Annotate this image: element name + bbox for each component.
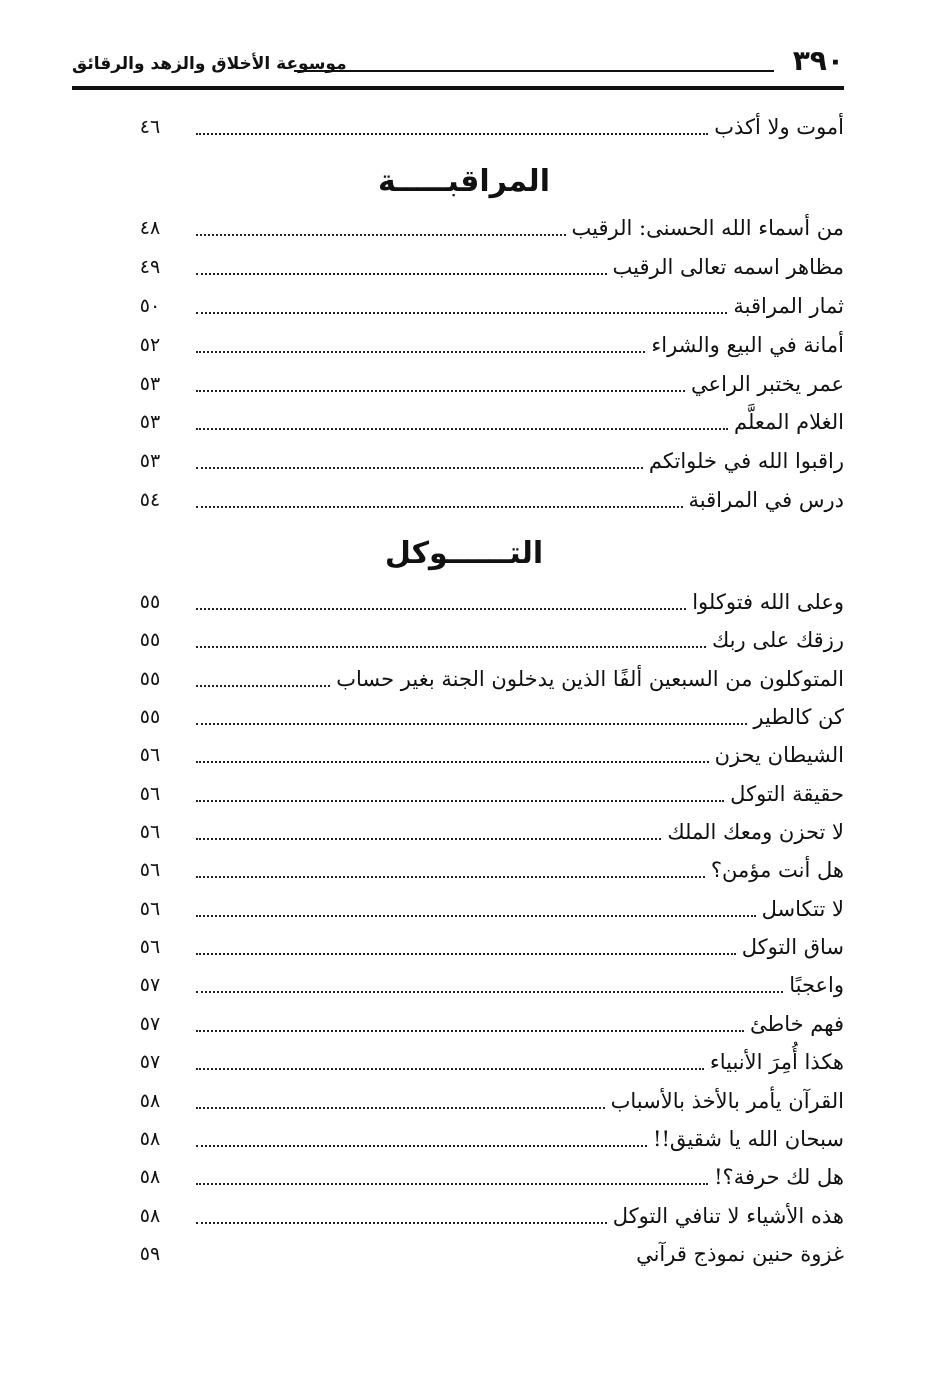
toc-entry-page: ٥٤ (139, 489, 161, 511)
toc-entry (130, 699, 844, 731)
toc-entry-label: لا تتكاسل (761, 897, 844, 921)
toc-entry-page: ٥٠ (139, 295, 161, 317)
toc-entry-label: القرآن يأمر بالأخذ بالأسباب (610, 1089, 844, 1113)
toc-entry-page: ٥٧ (139, 1051, 161, 1073)
section-heading-tawakkul: التــــــوكل (384, 536, 544, 571)
dot-leader (196, 234, 566, 236)
toc-entry (130, 661, 844, 693)
toc-entry-label: أموت ولا أكذب (714, 115, 844, 139)
toc-entry (130, 109, 844, 141)
toc-entry-page: ٥٨ (139, 1128, 161, 1150)
toc-entry-label: الشيطان يحزن (714, 743, 844, 767)
dot-leader (196, 685, 330, 687)
toc-entry (130, 366, 844, 398)
toc-entry (130, 1006, 844, 1038)
dot-leader (196, 761, 709, 763)
dot-leader (196, 428, 728, 430)
toc-entry (130, 929, 844, 961)
toc-entry-label: عمر يختبر الراعي (691, 372, 844, 396)
toc-entry (130, 482, 844, 514)
toc-entry (130, 443, 844, 475)
toc-entry-label: المتوكلون من السبعين ألفًا الذين يدخلون الجنة بغير حساب (336, 667, 844, 691)
dot-leader (196, 876, 705, 878)
dot-leader (196, 1107, 605, 1109)
dot-leader (196, 953, 736, 955)
toc-entry-label: درس في المراقبة (688, 488, 844, 512)
toc-entry-page: ٥٦ (139, 744, 161, 766)
toc-entry-page: ٥٦ (139, 936, 161, 958)
toc-entry (130, 1083, 844, 1115)
toc-entry-label: واعجبًا (789, 973, 844, 997)
toc-entry (130, 737, 844, 769)
toc-entry-label: راقبوا الله في خلواتكم (648, 449, 844, 473)
toc-entry (130, 288, 844, 320)
section-heading-muraqaba: المراقبـــــة (378, 164, 550, 199)
dot-leader (196, 1222, 607, 1224)
toc-entry-page: ٤٨ (139, 217, 161, 239)
dot-leader (196, 1068, 704, 1070)
dot-leader (196, 608, 686, 610)
toc-entry-page: ٤٦ (139, 116, 161, 138)
dot-leader (196, 312, 727, 314)
toc-entry-page: ٥٦ (139, 898, 161, 920)
dot-leader (196, 991, 783, 993)
toc-entry-label: رزقك على ربك (711, 628, 844, 652)
toc-entry-label: كن كالطير (753, 705, 844, 729)
page-number: ٣٩٠ (792, 44, 844, 77)
toc-entry-page: ٥٥ (139, 629, 161, 651)
toc-entry (130, 1198, 844, 1230)
toc-entry-label: لا تحزن ومعك الملك (667, 820, 844, 844)
toc-entry-label: مظاهر اسمه تعالى الرقيب (612, 255, 844, 279)
toc-entry (130, 622, 844, 654)
toc-entry-label: ثمار المراقبة (733, 294, 844, 318)
toc-entry-page: ٥٦ (139, 821, 161, 843)
toc-entry-label: وعلى الله فتوكلوا (692, 590, 844, 614)
toc-entry-label: من أسماء الله الحسنى: الرقيب (571, 216, 844, 240)
toc-entry (130, 249, 844, 281)
dot-leader (196, 390, 685, 392)
toc-entry-page: ٥٧ (139, 974, 161, 996)
toc-entry (130, 404, 844, 436)
toc-entry-page: ٥٩ (139, 1243, 161, 1265)
toc-entry-page: ٥٥ (139, 591, 161, 613)
dot-leader (196, 723, 747, 725)
dot-leader (196, 838, 661, 840)
dot-leader (196, 133, 708, 135)
toc-entry-label: فهم خاطئ (750, 1012, 844, 1036)
dot-leader (196, 467, 643, 469)
toc-entry-label: ساق التوكل (741, 935, 844, 959)
toc-entry (130, 776, 844, 808)
toc-entry (130, 327, 844, 359)
toc-entry (130, 1044, 844, 1076)
toc-entry (130, 1121, 844, 1153)
toc-entry (130, 967, 844, 999)
toc-entry-page: ٥٧ (139, 1013, 161, 1035)
toc-entry-label: الغلام المعلَّم (733, 410, 844, 434)
dot-leader (196, 351, 645, 353)
dot-leader (196, 1030, 744, 1032)
header-rule-thick (72, 86, 844, 90)
toc-entry-page: ٥٨ (139, 1205, 161, 1227)
header-rule-thin (294, 70, 774, 72)
dot-leader (196, 646, 706, 648)
toc-entry-page: ٥٦ (139, 859, 161, 881)
toc-entry (130, 584, 844, 616)
toc-entry-page: ٥٣ (139, 450, 161, 472)
toc-entry-label: سبحان الله يا شقيق!! (653, 1127, 844, 1151)
toc-entry-label: أمانة في البيع والشراء (651, 333, 844, 357)
toc-entry-page: ٥٥ (139, 668, 161, 690)
toc-entry-page: ٥٥ (139, 706, 161, 728)
toc-entry-page: ٥٢ (139, 334, 161, 356)
dot-leader (196, 800, 724, 802)
toc-entry-page: ٥٨ (139, 1166, 161, 1188)
toc-entry-label: هل أنت مؤمن؟ (710, 858, 844, 882)
toc-entry-label: حقيقة التوكل (730, 782, 844, 806)
toc-entry-page: ٥٦ (139, 783, 161, 805)
toc-entry-label: غزوة حنين نموذج قرآني (636, 1242, 844, 1266)
toc-entry-label: هكذا أُمِرَ الأنبياء (709, 1050, 844, 1074)
book-title: موسوعة الأخلاق والزهد والرقائق (72, 54, 347, 74)
toc-entry-label: هذه الأشياء لا تنافي التوكل (612, 1204, 844, 1228)
toc-entry (130, 852, 844, 884)
toc-entry (130, 1236, 844, 1268)
dot-leader (196, 1145, 647, 1147)
toc-entry-label: هل لك حرفة؟! (714, 1165, 844, 1189)
toc-entry (130, 210, 844, 242)
dot-leader (196, 1183, 708, 1185)
toc-entry-page: ٥٨ (139, 1090, 161, 1112)
dot-leader (196, 506, 683, 508)
toc-entry (130, 891, 844, 923)
toc-entry (130, 1159, 844, 1191)
toc-entry-page: ٥٣ (139, 373, 161, 395)
toc-entry (130, 814, 844, 846)
toc-entry-page: ٥٣ (139, 411, 161, 433)
toc-entry-page: ٤٩ (139, 256, 161, 278)
dot-leader (196, 915, 756, 917)
dot-leader (196, 273, 607, 275)
running-header (72, 40, 844, 92)
